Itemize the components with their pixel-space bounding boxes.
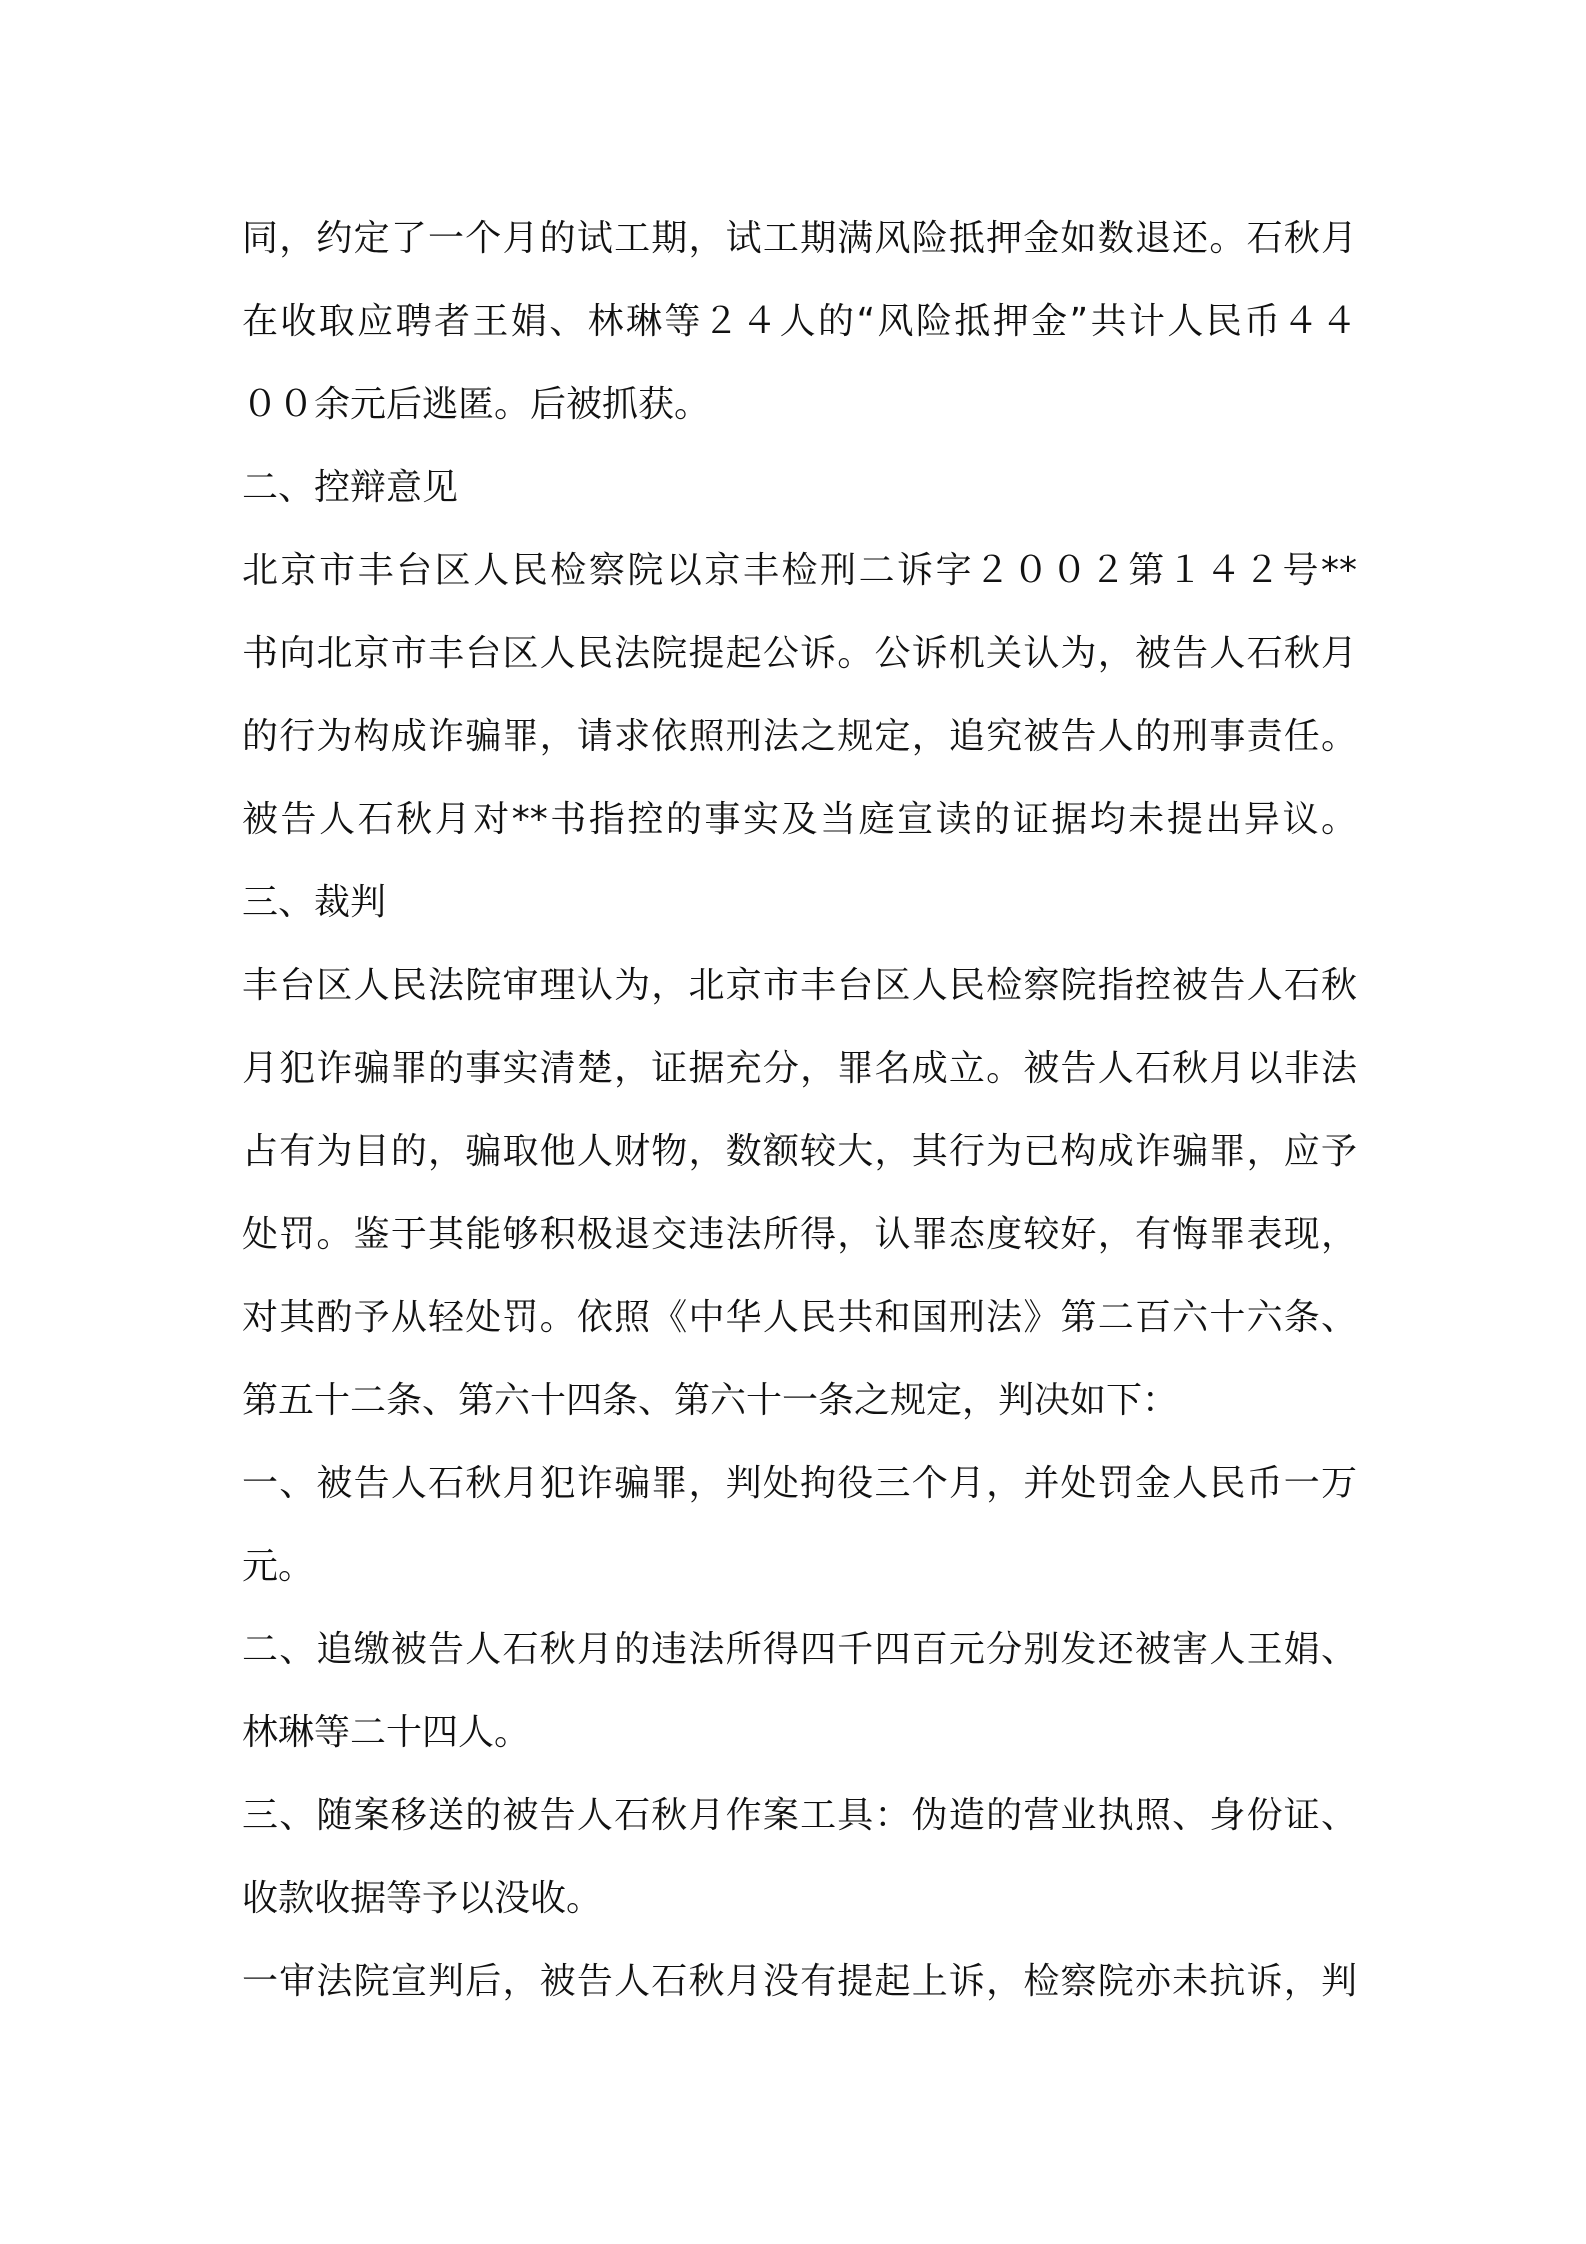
body-line-3: ００余元后逃匿。后被抓获。 [242, 384, 711, 425]
body-line-15: 第五十二条、第六十四条、第六十一条之规定，判决如下： [242, 1380, 1179, 1421]
body-line-18: 二、追缴被告人石秋月的违法所得四千四百元分别发还被害人王娟、 [242, 1629, 1357, 1670]
body-line-7: 的行为构成诈骗罪，请求依照刑法之规定，追究被告人的刑事责任。 [242, 716, 1357, 757]
body-line-6: 书向北京市丰台区人民法院提起公诉。公诉机关认为，被告人石秋月 [242, 633, 1357, 674]
body-line-13: 处罚。鉴于其能够积极退交违法所得，认罪态度较好，有悔罪表现， [242, 1214, 1357, 1255]
body-line-2: 在收取应聘者王娟、林琳等２４人的“风险抵押金”共计人民币４４ [242, 301, 1357, 342]
body-line-14: 对其酌予从轻处罚。依照《中华人民共和国刑法》第二百六十六条、 [242, 1297, 1357, 1338]
body-line-5: 北京市丰台区人民检察院以京丰检刑二诉字２００２第１４２号** [242, 550, 1357, 591]
body-line-8: 被告人石秋月对**书指控的事实及当庭宣读的证据均未提出异议。 [242, 799, 1357, 840]
body-line-11: 月犯诈骗罪的事实清楚，证据充分，罪名成立。被告人石秋月以非法 [242, 1048, 1357, 1089]
body-line-1: 同，约定了一个月的试工期，试工期满风险抵押金如数退还。石秋月 [242, 218, 1357, 259]
body-line-12: 占有为目的，骗取他人财物，数额较大，其行为已构成诈骗罪，应予 [242, 1131, 1357, 1172]
document-body [242, 197, 1357, 2023]
body-line-22: 一审法院宣判后，被告人石秋月没有提起上诉，检察院亦未抗诉，判 [242, 1961, 1357, 2002]
section-heading-arguments: 二、控辩意见 [242, 467, 459, 508]
body-line-16: 一、被告人石秋月犯诈骗罪，判处拘役三个月，并处罚金人民币一万 [242, 1463, 1357, 1504]
body-line-19: 林琳等二十四人。 [242, 1712, 531, 1753]
body-line-10: 丰台区人民法院审理认为，北京市丰台区人民检察院指控被告人石秋 [242, 965, 1357, 1006]
section-heading-judgment: 三、裁判 [242, 882, 387, 923]
body-line-17: 元。 [242, 1546, 315, 1587]
body-line-21: 收款收据等予以没收。 [242, 1878, 603, 1919]
body-line-20: 三、随案移送的被告人石秋月作案工具：伪造的营业执照、身份证、 [242, 1795, 1357, 1836]
